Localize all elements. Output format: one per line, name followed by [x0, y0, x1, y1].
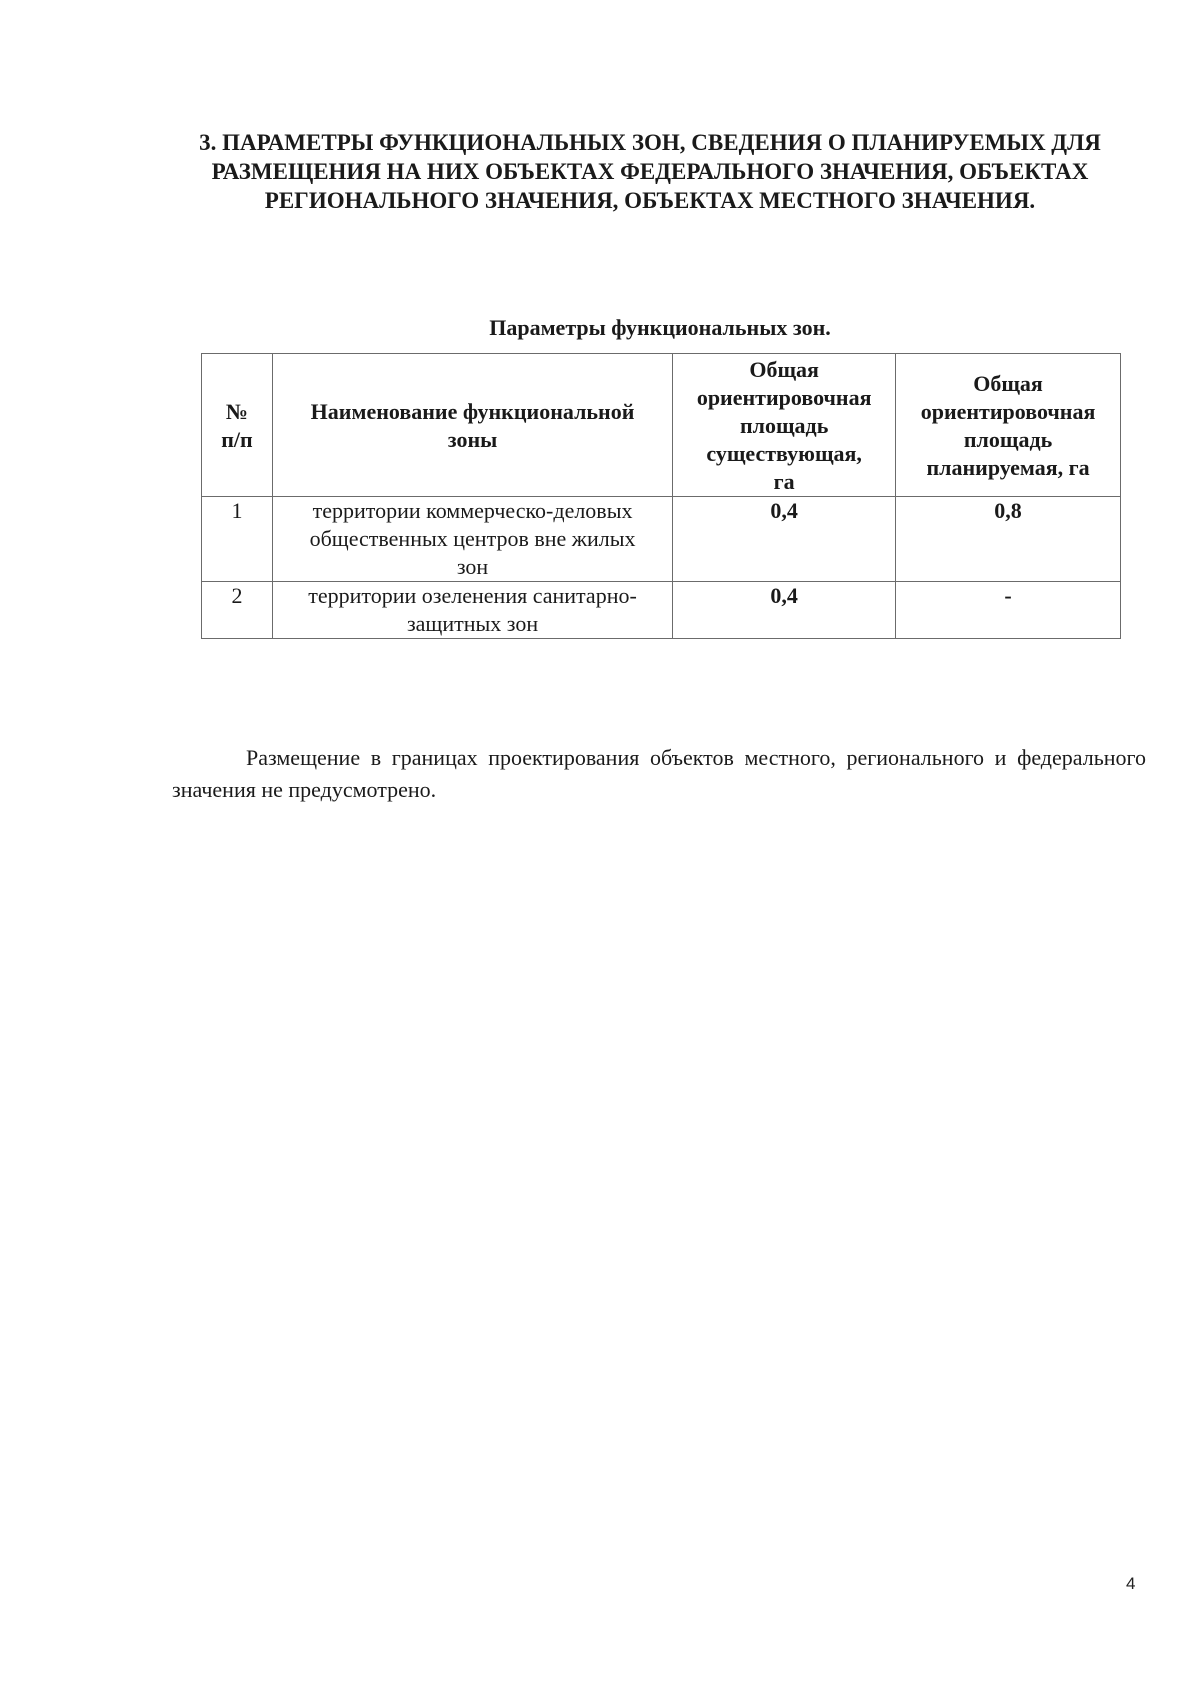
row-existing-area: 0,4	[673, 497, 896, 582]
row-zone-name-line-3: зон	[456, 554, 489, 579]
section-heading	[170, 128, 1130, 215]
table-caption: Параметры функциональных зон.	[489, 315, 831, 340]
row-existing-area: 0,4	[673, 582, 896, 639]
header-planned-line-1: Общая	[973, 371, 1043, 396]
header-existing-line-1: Общая	[749, 357, 819, 382]
row-zone-name-line-2: общественных центров вне жилых	[309, 526, 636, 551]
heading-line-2: РАЗМЕЩЕНИЯ НА НИХ ОБЪЕКТАХ ФЕДЕРАЛЬНОГО ЗНАЧЕНИЯ, ОБЪЕКТАХ	[211, 159, 1089, 184]
row-zone-name-line-2: защитных зон	[406, 611, 539, 636]
header-planned-line-2: ориентировочная	[920, 399, 1096, 424]
header-zone-name-line-1: Наименование функциональной	[310, 399, 635, 424]
header-number	[202, 354, 273, 497]
header-existing-line-3: площадь	[739, 413, 829, 438]
header-existing-line-5: га	[773, 469, 795, 494]
functional-zones-table	[201, 353, 1121, 639]
table-header-row	[202, 354, 1121, 497]
header-zone-name-line-2: зоны	[447, 427, 498, 452]
header-number-abbrev: п/п	[221, 427, 253, 452]
row-zone-name-line-1: территории коммерческо-деловых	[312, 498, 633, 523]
header-zone-name	[272, 354, 672, 497]
header-planned-line-4: планируемая, га	[926, 455, 1090, 480]
row-zone-name	[272, 497, 672, 582]
row-planned-area: -	[896, 582, 1121, 639]
body-paragraph: Размещение в границах проектирования объектов местного, регионального и федерального значения не предусмотрено.	[172, 745, 1146, 802]
table-row	[202, 497, 1121, 582]
page-number: 4	[1126, 1574, 1136, 1593]
header-number-symbol: №	[225, 399, 248, 424]
header-existing-line-4: существующая,	[706, 441, 862, 466]
row-zone-name	[272, 582, 672, 639]
row-planned-area: 0,8	[896, 497, 1121, 582]
header-existing-line-2: ориентировочная	[696, 385, 872, 410]
row-number: 2	[202, 582, 273, 639]
header-existing-area	[673, 354, 896, 497]
heading-line-3: РЕГИОНАЛЬНОГО ЗНАЧЕНИЯ, ОБЪЕКТАХ МЕСТНОГО ЗНАЧЕНИЯ.	[264, 188, 1036, 213]
header-planned-area	[896, 354, 1121, 497]
row-zone-name-line-1: территории озеленения санитарно-	[308, 583, 637, 608]
table-row	[202, 582, 1121, 639]
heading-line-1: 3. ПАРАМЕТРЫ ФУНКЦИОНАЛЬНЫХ ЗОН, СВЕДЕНИЯ О ПЛАНИРУЕМЫХ ДЛЯ	[199, 130, 1101, 155]
header-planned-line-3: площадь	[963, 427, 1053, 452]
row-number: 1	[202, 497, 273, 582]
